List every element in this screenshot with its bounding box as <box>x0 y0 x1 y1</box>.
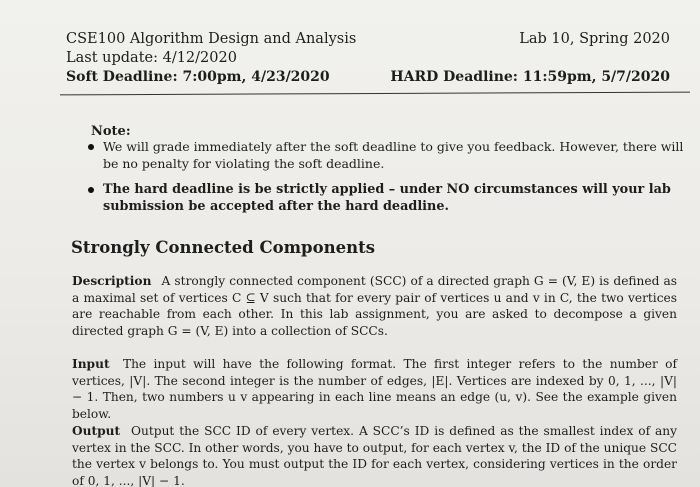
description-text: A strongly connected component (SCC) of a directed graph G = (V, E) is defined as a maximal set of vertices C ⊆ V such that for every pair of vertices u and v in C, the two vertices are reachable from each other. In this lab assignment, you are asked to decompose a given directed graph G = (V, E) into a collection of SCCs. <box>72 274 677 338</box>
description-paragraph <box>72 273 677 339</box>
note-item <box>80 181 685 215</box>
note-title: Note: <box>91 124 131 139</box>
bullet-icon <box>88 144 94 150</box>
output-label: Output <box>72 424 121 438</box>
input-label: Input <box>72 357 110 371</box>
note-item-text: The hard deadline is be strictly applied – under NO circumstances will your lab submission be accepted after the hard deadline. <box>103 182 671 214</box>
header-divider <box>60 92 690 96</box>
lab-title: Lab 10, Spring 2020 <box>519 31 670 47</box>
output-paragraph <box>72 423 677 487</box>
section-title: Strongly Connected Components <box>71 238 375 257</box>
header-row-1 <box>66 30 670 48</box>
bullet-icon <box>88 187 94 193</box>
input-paragraph <box>72 356 677 422</box>
header-row-2 <box>66 49 670 67</box>
note-item <box>80 138 685 172</box>
output-text: Output the SCC ID of every vertex. A SCC’s ID is defined as the smallest index of any vertex in the SCC. In other words, you have to output, for each vertex v, the ID of the unique SCC the vertex v belongs to. You must output the ID for each vertex, considering vertices in the order of 0, 1, ..., |V| − 1. <box>72 424 678 487</box>
description-label: Description <box>72 274 152 288</box>
hard-deadline: HARD Deadline: 11:59pm, 5/7/2020 <box>390 69 670 85</box>
input-text: The input will have the following format. The first integer refers to the number of vertices, |V|. The second integer is the number of edges, |E|. Vertices are indexed by 0, 1, ..., |V| − 1. Then, two numbers u v appearing in each line means an edge (u, v). See the example given below. <box>72 357 678 421</box>
last-update: Last update: 4/12/2020 <box>66 50 237 66</box>
course-title: CSE100 Algorithm Design and Analysis <box>66 31 357 47</box>
note-list <box>80 138 685 224</box>
header-row-3 <box>66 68 670 86</box>
soft-deadline: Soft Deadline: 7:00pm, 4/23/2020 <box>66 69 330 85</box>
note-item-text: We will grade immediately after the soft deadline to give you feedback. However, there will be no penalty for violating the soft deadline. <box>103 139 684 171</box>
